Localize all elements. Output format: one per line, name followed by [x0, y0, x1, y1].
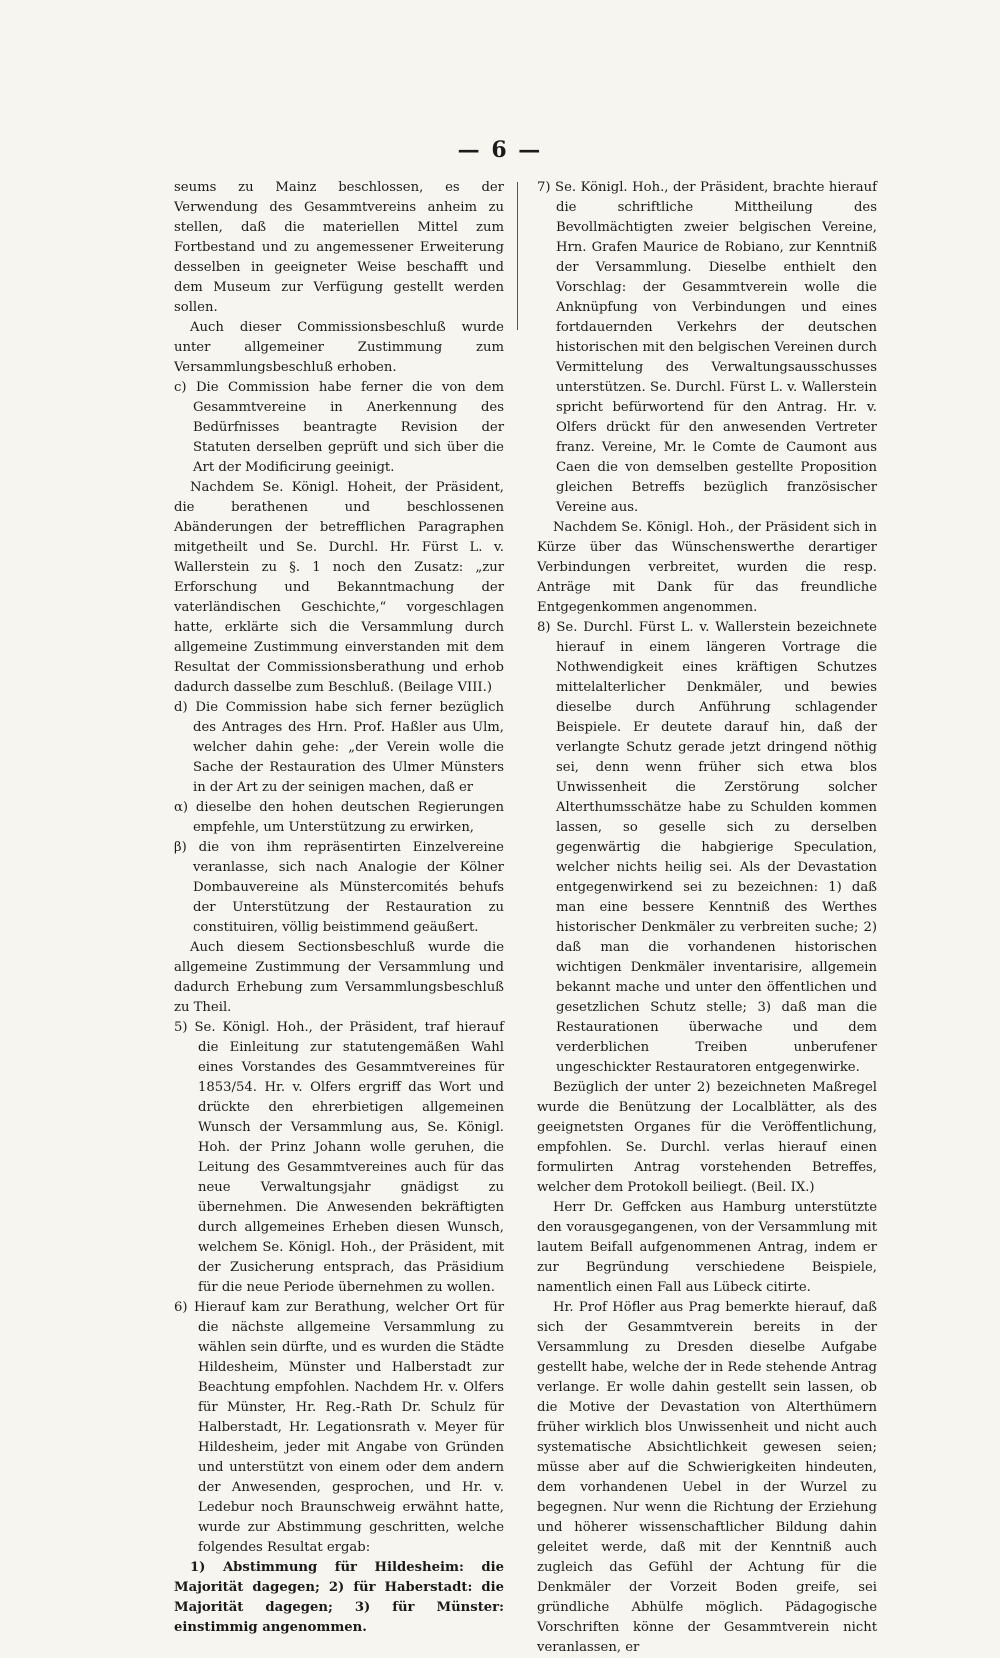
paragraph: α) dieselbe den hohen deutschen Regierungen empfehle, um Unterstützung zu erwirken, [174, 800, 504, 835]
left-column [174, 178, 504, 1638]
paragraph: 6) Hierauf kam zur Berathung, welcher Ort für die nächste allgemeine Versammlung zu wählen sein dürfte, und es wurden die Städte Hildesheim, Münster und Halberstadt zur Beachtung empfohlen. Nachdem Hr. v. Olfers für Münster, Hr. Reg.-Rath Dr. Schulz für Halberstadt, Hr. Legationsrath v. Meyer für Hildesheim, jeder mit Angabe von Gründen und unterstützt von einem oder dem andern der Anwesenden, gesprochen, und Hr. v. Ledebur noch Braunschweig erwähnt hatte, wurde zur Abstimmung geschritten, welche folgendes Resultat ergab: [174, 1300, 504, 1555]
column-divider [517, 182, 518, 330]
paragraph: Auch diesem Sectionsbeschluß wurde die allgemeine Zustimmung der Versammlung und dadurch Erhebung zum Versammlungsbeschluß zu Theil. [174, 940, 504, 1015]
paragraph: 7) Se. Königl. Hoh., der Präsident, brachte hierauf die schriftliche Mittheilung des Bevollmächtigten zweier belgischen Vereine, Hrn. Grafen Maurice de Robiano, zur Kenntniß der Versammlung. Dieselbe enthielt den Vorschlag: der Gesammtverein wolle die Anknüpfung von Verbindungen und eines fortdauernden Verkehrs der deutschen historischen mit den belgischen Vereinen durch Vermittelung des Verwaltungsausschusses unterstützen. Se. Durchl. Fürst L. v. Wallerstein spricht befürwortend für den Antrag. Hr. v. Olfers drückt für den anwesenden Vertreter franz. Vereine, Mr. le Comte de Caumont aus Caen die von demselben gestellte Proposition gleichen Betreffs bezüglich französischer Vereine aus. [537, 180, 877, 515]
paragraph: 1) Abstimmung für Hildesheim: die Majorität dagegen; 2) für Haberstadt: die Majorität dagegen; 3) für Münster: einstimmig angenommen. [174, 1560, 504, 1635]
paragraph: Hr. Prof Höfler aus Prag bemerkte hierauf, daß sich der Gesammtverein bereits in der Versammlung zu Dresden dieselbe Aufgabe gestellt habe, welche der in Rede stehende Antrag verlange. Er wolle dahin gestellt sein lassen, ob die Motive der Devastation von Alterthümern früher wirklich blos Unwissenheit und nicht auch systematische Absichtlichkeit gewesen seien; müsse aber auf die Schwierigkeiten hindeuten, dem vorhandenen Uebel in der Wurzel zu begegnen. Nur wenn die Richtung der Erziehung und höherer wissenschaftlicher Bildung dahin geleitet werde, daß mit der Kenntniß auch zugleich das Gefühl der Achtung für die Denkmäler der Vorzeit Boden greife, sei gründliche Abhülfe möglich. Pädagogische Vorschriften könne der Gesammtverein nicht veranlassen, er [537, 1300, 877, 1655]
paragraph: Herr Dr. Geffcken aus Hamburg unterstützte den vorausgegangenen, von der Versammlung mit lautem Beifall aufgenommenen Antrag, indem er zur Begründung verschiedene Beispiele, namentlich einen Fall aus Lübeck citirte. [537, 1200, 877, 1295]
paragraph: seums zu Mainz beschlossen, es der Verwendung des Gesammtvereins anheim zu stellen, daß die materiellen Mittel zum Fortbestand und zu angemessener Erweiterung desselben in geeigneter Weise beschafft und dem Museum zur Verfügung gestellt werden sollen. [174, 180, 504, 315]
paragraph: Nachdem Se. Königl. Hoheit, der Präsident, die berathenen und beschlossenen Abänderungen der betrefflichen Paragraphen mitgetheilt und Se. Durchl. Hr. Fürst L. v. Wallerstein zu §. 1 noch den Zusatz: „zur Erforschung und Bekanntmachung der vaterländischen Geschichte,“ vorgeschlagen hatte, erklärte sich die Versammlung durch allgemeine Zustimmung einverstanden mit dem Resultat der Commissionsberathung und erhob dadurch dasselbe zum Beschluß. (Beilage VIII.) [174, 480, 504, 695]
paragraph: Nachdem Se. Königl. Hoh., der Präsident sich in Kürze über das Wünschenswerthe derartiger Verbindungen verbreitet, wurden die resp. Anträge mit Dank für das freundliche Entgegenkommen angenommen. [537, 520, 877, 615]
paragraph: 5) Se. Königl. Hoh., der Präsident, traf hierauf die Einleitung zur statutengemäßen Wahl eines Vorstandes des Gesammtvereines für 1853/54. Hr. v. Olfers ergriff das Wort und drückte den ehrerbietigen allgemeinen Wunsch der Versammlung aus, Se. Königl. Hoh. der Prinz Johann wolle geruhen, die Leitung des Gesammtvereines auch für das neue Verwaltungsjahr gnädigst zu übernehmen. Die Anwesenden bekräftigten durch allgemeines Erheben diesen Wunsch, welchem Se. Königl. Hoh., der Präsident, mit der Zusicherung entsprach, das Präsidium für die neue Periode übernehmen zu wollen. [174, 1020, 504, 1295]
paragraph: β) die von ihm repräsentirten Einzelvereine veranlasse, sich nach Analogie der Kölner Dombauvereine als Münstercomités behufs der Unterstützung der Restauration zu constituiren, völlig beistimmend geäußert. [174, 840, 504, 935]
paragraph: c) Die Commission habe ferner die von dem Gesammtvereine in Anerkennung des Bedürfnisses beantragte Revision der Statuten derselben geprüft und sich über die Art der Modificirung geeinigt. [174, 380, 504, 475]
paragraph: 8) Se. Durchl. Fürst L. v. Wallerstein bezeichnete hierauf in einem längeren Vortrage die Nothwendigkeit eines kräftigen Schutzes mittelalterlicher Denkmäler, und bewies dieselbe durch Anführung schlagender Beispiele. Er deutete darauf hin, daß der verlangte Schutz gerade jetzt dringend nöthig sei, denn wenn früher sich etwa blos Unwissenheit die Zerstörung solcher Alterthumsschätze habe zu Schulden kommen lassen, so geselle sich zu derselben gegenwärtig die habgierige Speculation, welcher nichts heilig sei. Als der Devastation entgegenwirkend sei zu bezeichnen: 1) daß man eine bessere Kenntniß des Werthes historischer Denkmäler zu verbreiten suche; 2) daß man die vorhandenen historischen wichtigen Denkmäler inventarisire, allgemein bekannt mache und unter den öffentlichen und gesetzlichen Schutz stelle; 3) daß man die Restaurationen überwache und dem verderblichen Treiben unberufener ungeschickter Restauratoren entgegenwirke. [537, 620, 877, 1075]
right-column [537, 178, 877, 1658]
paragraph: d) Die Commission habe sich ferner bezüglich des Antrages des Hrn. Prof. Haßler aus Ulm, welcher dahin gehe: „der Verein wolle die Sache der Restauration des Ulmer Münsters in der Art zu der seinigen machen, daß er [174, 700, 504, 795]
paragraph: Auch dieser Commissionsbeschluß wurde unter allgemeiner Zustimmung zum Versammlungsbeschluß erhoben. [174, 320, 504, 375]
paragraph: Bezüglich der unter 2) bezeichneten Maßregel wurde die Benützung der Localblätter, als des geeignetsten Organes für die Veröffentlichung, empfohlen. Se. Durchl. verlas hierauf einen formulirten Antrag vorstehenden Betreffes, welcher dem Protokoll beiliegt. (Beil. IX.) [537, 1080, 877, 1195]
page-number: — 6 — [457, 137, 543, 163]
